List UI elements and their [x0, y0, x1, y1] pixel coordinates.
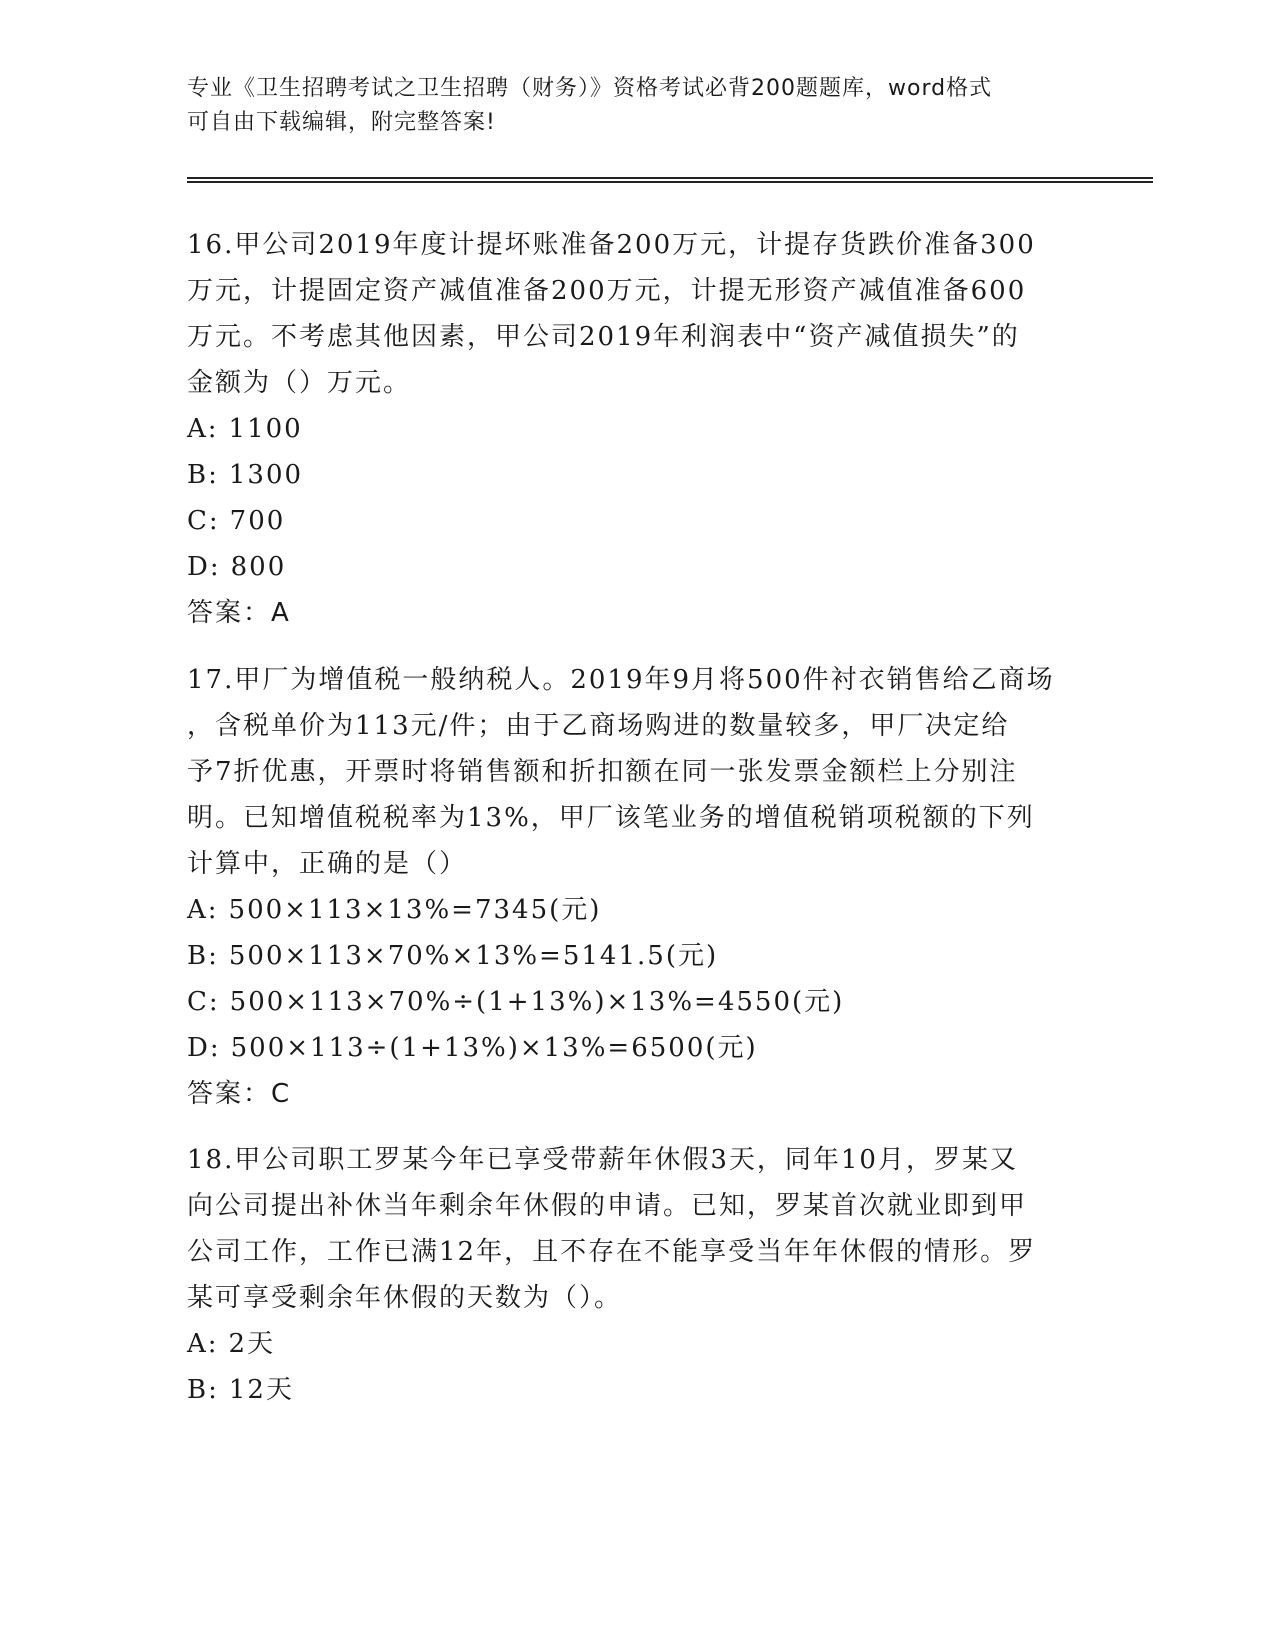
- option-d: [187, 544, 1087, 590]
- document-header: [187, 72, 1087, 140]
- option-letter: B:: [187, 1375, 219, 1405]
- question-stem-line: 万元，计提固定资产减值准备200万元，计提无形资产减值准备600: [187, 276, 1027, 306]
- option-letter: C:: [187, 506, 220, 536]
- question-stem-line: 金额为（）万元。: [187, 368, 412, 398]
- option-letter: B:: [187, 460, 219, 490]
- answer-line: 答案：C: [187, 1079, 292, 1109]
- option-a: [187, 406, 1087, 452]
- question-18: [187, 1137, 1087, 1413]
- option-text: 500×113×70%÷(1+13%)×13%=4550(元): [229, 987, 845, 1017]
- option-text: 12天: [228, 1375, 294, 1405]
- header-line-1: 专业《卫生招聘考试之卫生招聘（财务）》资格考试必背200题题库，word格式: [187, 76, 993, 101]
- answer-line: 答案：A: [187, 598, 291, 628]
- question-stem-line: 公司工作，工作已满12年，且不存在不能享受当年年休假的情形。罗: [187, 1237, 1037, 1267]
- option-text: 800: [230, 552, 287, 582]
- question-16: [187, 222, 1087, 636]
- option-letter: D:: [187, 552, 221, 582]
- option-b: [187, 452, 1087, 498]
- question-stem-line: 18.甲公司职工罗某今年已享受带薪年休假3天，同年10月，罗某又: [187, 1145, 1018, 1175]
- option-b: [187, 933, 1087, 979]
- question-stem-line: 明。已知增值税税率为13%，甲厂该笔业务的增值税销项税额的下列: [187, 803, 1035, 833]
- header-divider: [187, 177, 1153, 183]
- question-stem-line: ，含税单价为113元/件；由于乙商场购进的数量较多，甲厂决定给: [187, 711, 1010, 741]
- option-a: [187, 887, 1087, 933]
- option-c: [187, 979, 1087, 1025]
- option-text: 500×113×13%=7345(元): [228, 895, 602, 925]
- option-letter: C:: [187, 987, 220, 1017]
- option-letter: D:: [187, 1033, 221, 1063]
- question-stem-line: 万元。不考虑其他因素，甲公司2019年利润表中“资产减值损失”的: [187, 322, 1020, 352]
- option-letter: A:: [187, 414, 219, 444]
- option-text: 700: [229, 506, 286, 536]
- option-text: 1100: [228, 414, 303, 444]
- option-d: [187, 1025, 1087, 1071]
- option-b: [187, 1367, 1087, 1413]
- question-stem-line: 向公司提出补休当年剩余年休假的申请。已知，罗某首次就业即到甲: [187, 1191, 1028, 1221]
- question-stem-line: 某可享受剩余年休假的天数为（）。: [187, 1283, 623, 1313]
- question-stem-line: 16.甲公司2019年度计提坏账准备200万元，计提存货跌价准备300: [187, 230, 1036, 260]
- option-letter: A:: [187, 1329, 219, 1359]
- option-letter: A:: [187, 895, 219, 925]
- header-line-2: 可自由下载编辑，附完整答案!: [187, 110, 496, 135]
- option-c: [187, 498, 1087, 544]
- option-a: [187, 1321, 1087, 1367]
- option-letter: B:: [187, 941, 219, 971]
- question-stem-line: 17.甲厂为增值税一般纳税人。2019年9月将500件衬衣销售给乙商场: [187, 665, 1055, 695]
- option-text: 1300: [228, 460, 304, 490]
- question-17: [187, 657, 1087, 1117]
- option-text: 500×113÷(1+13%)×13%=6500(元): [230, 1033, 758, 1063]
- question-stem-line: 计算中，正确的是（）: [187, 849, 468, 879]
- option-text: 2天: [228, 1329, 276, 1359]
- option-text: 500×113×70%×13%=5141.5(元): [228, 941, 719, 971]
- question-stem-line: 予7折优惠，开票时将销售额和折扣额在同一张发票金额栏上分别注: [187, 757, 1018, 787]
